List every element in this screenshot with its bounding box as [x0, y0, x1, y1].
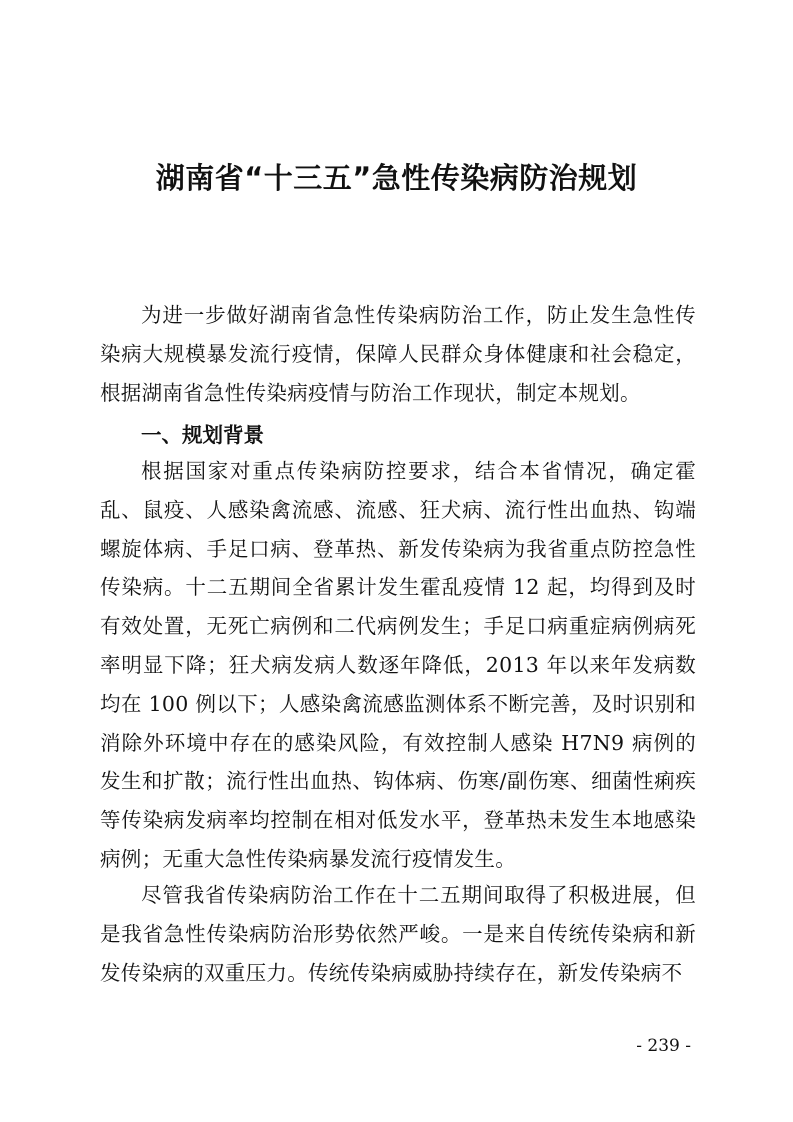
section-heading: 一、规划背景	[141, 423, 264, 447]
page-number: - 239 -	[636, 1036, 691, 1056]
challenge-paragraph: 尽管我省传染病防治工作在十二五期间取得了积极进展，但是我省急性传染病防治形势依然严峻。一是来自传统传染病和新发传染病的双重压力。传统传染病威胁持续存在，新发传染病不	[100, 883, 696, 985]
document-title: 湖南省“十三五”急性传染病防治规划	[155, 161, 638, 195]
intro-paragraph: 为进一步做好湖南省急性传染病防治工作，防止发生急性传染病大规模暴发流行疫情，保障人民群众身体健康和社会稳定，根据湖南省急性传染病疫情与防治工作现状，制定本规划。	[100, 303, 696, 405]
background-paragraph: 根据国家对重点传染病防控要求，结合本省情况，确定霍乱、鼠疫、人感染禽流感、流感、狂犬病、流行性出血热、钩端螺旋体病、手足口病、登革热、新发传染病为我省重点防控急性传染病。十二五期间全省累计发生霍乱疫情 12 起，均得到及时有效处置，无死亡病例和二代病例发生；手足口病重症病例病死率明显下降；狂犬病发病人数逐年降低，2013 年以来年发病数均在 100 例以下；人感染禽流感监测体系不断完善，及时识别和消除外环境中存在的感染风险，有效控制人感染 H7N9 病例的发生和扩散；流行性出血热、钩体病、伤寒/副伤寒、细菌性痢疾等传染病发病率均控制在相对低发水平，登革热未发生本地感染病例；无重大急性传染病暴发流行疫情发生。	[100, 459, 696, 871]
